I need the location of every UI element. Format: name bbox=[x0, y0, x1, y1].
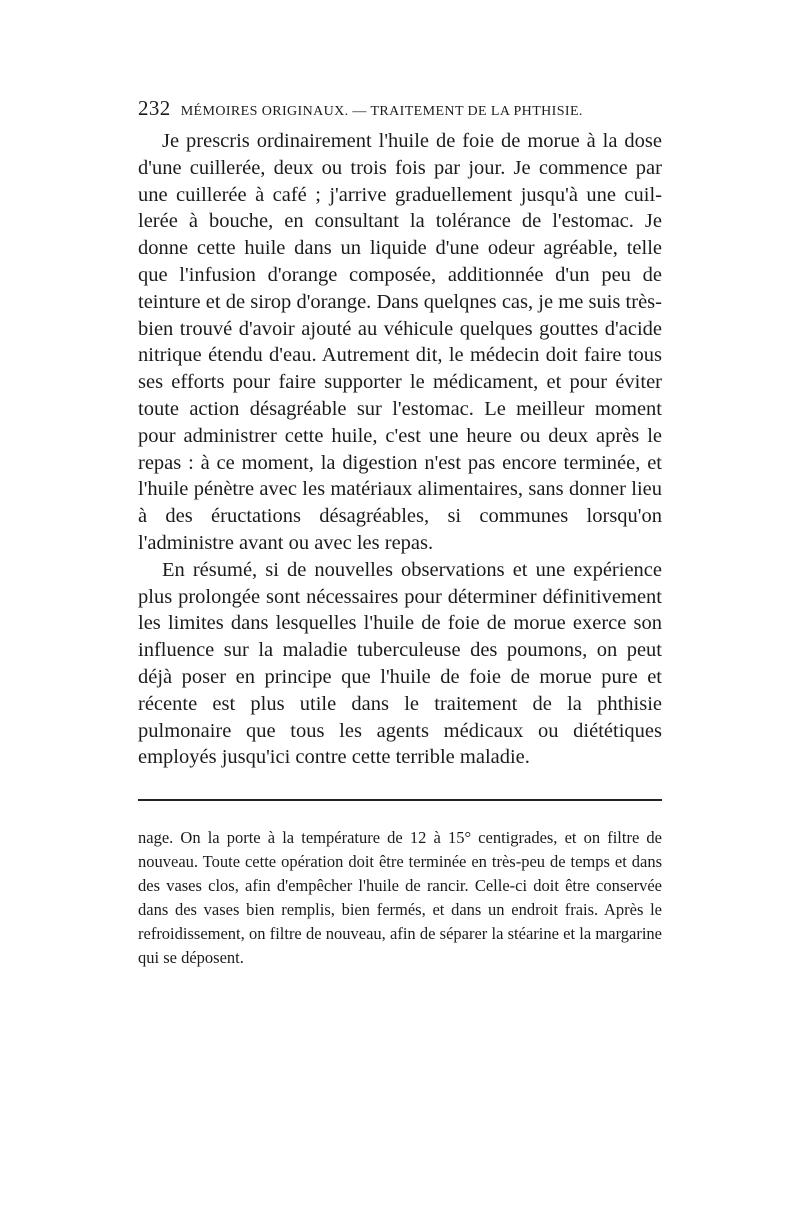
main-text bbox=[138, 128, 662, 771]
footnote bbox=[138, 826, 662, 970]
running-title: MÉMOIRES ORIGINAUX. — TRAITEMENT DE LA PHTHISIE. bbox=[180, 104, 583, 119]
paragraph: En résumé, si de nouvelles observations et une expérience plus prolongée sont nécessaires pour déterminer définitivement les limites dans lesquelles l'huile de foie de morue exerce son influence sur la maladie tuberculeuse des poumons, on peut déjà poser en principe que l'huile de foie de morue pure et récente est plus utile dans le traitement de la phthisie pulmonaire que tous les agents médicaux ou diététiques employés jusqu'ici contre cette terrible maladie. bbox=[138, 558, 662, 769]
running-header bbox=[138, 96, 658, 121]
page-number: 232 bbox=[138, 96, 171, 120]
footnote-text: nage. On la porte à la température de 12 à 15° centigrades, et on filtre de nouveau. Toute cette opération doit être terminée en très-peu de temps et dans des vases clos, afin d'empêcher l'huile de rancir. Celle-ci doit être conservée dans des vases bien remplis, bien fermés, et dans un endroit frais. Après le refroidissement, on filtre de nouveau, afin de séparer la stéarine et la margarine qui se déposent. bbox=[138, 828, 662, 967]
footnote-divider bbox=[138, 799, 662, 801]
paragraph: Je prescris ordinairement l'huile de foie de morue à la dose d'une cuillerée, deux ou trois fois par jour. Je commence par une cuillerée à café ; j'arrive graduellement jusqu'à une cuillerée à bouche, en consultant la tolérance de l'estomac. Je donne cette huile dans un liquide d'une odeur agréable, telle que l'infusion d'orange composée, additionnée d'un peu de teinture et de sirop d'orange. Dans quelqnes cas, je me suis très-bien trouvé d'avoir ajouté au véhicule quelques gouttes d'acide nitrique étendu d'eau. Autrement dit, le médecin doit faire tous ses efforts pour faire supporter le médicament, et pour éviter toute action désagréable sur l'estomac. Le meilleur moment pour administrer cette huile, c'est une heure ou deux après le repas : à ce moment, la digestion n'est pas encore terminée, et l'huile pénètre avec les matériaux alimentaires, sans donner lieu à des éructations désagréables, si communes lorsqu'on l'administre avant ou avec les repas. bbox=[138, 130, 662, 554]
